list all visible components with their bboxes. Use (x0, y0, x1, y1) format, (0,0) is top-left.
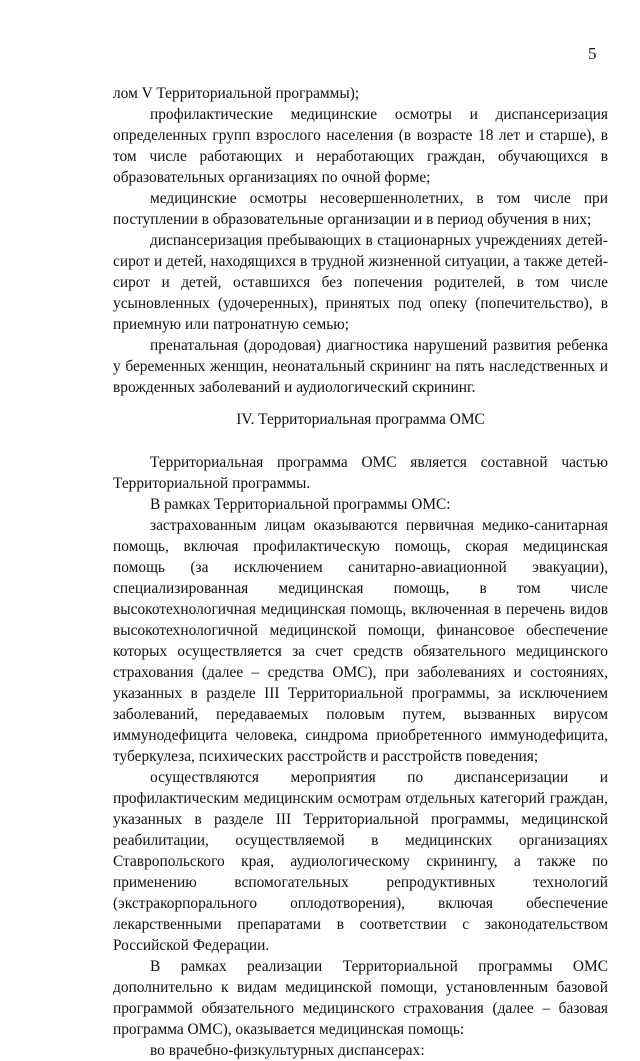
paragraph-program-scope: В рамках Территориальной программы ОМС: (150, 496, 451, 513)
page-number: 5 (588, 44, 597, 63)
paragraph-dispensaries: во врачебно-физкультурных диспансерах: (150, 1042, 425, 1059)
paragraph-additional-care: В рамках реализации Территориальной программы ОМС дополнительно к видам медицинской помощи, установленным базовой программой обязательного медицинского страхования (далее – базовая программа ОМС), оказывается медицинская помощь: (113, 958, 608, 1038)
document-body (113, 83, 608, 1061)
paragraph-measures: осуществляются мероприятия по диспансеризации и профилактическим медицинским осмотрам отдельных категорий граждан, указанных в разделе III Территориальной программы, медицинской реабилитации, осуществляемой в медицинских организациях Ставропольского края, аудиологическому скринингу, а также по применению вспомогательных репродуктивных технологий (экстракорпорального оплодотворения), включая обеспечение лекарственными препаратами в соответствии с законодательством Российской Федерации. (113, 769, 608, 954)
paragraph-preventive-exams: профилактические медицинские осмотры и диспансеризация определенных групп взрослого населения (в возрасте 18 лет и старше), в том числе работающих и неработающих граждан, обучающихся в образовательных организациях по очной форме; (113, 106, 608, 186)
paragraph-continuation: лом V Территориальной программы); (113, 85, 360, 102)
paragraph-insured-care: застрахованным лицам оказываются первичная медико-санитарная помощь, включая профилактическую помощь, скорая медицинская помощь (за исключением санитарно-авиационной эвакуации), специализированная медицинская помощь, в том числе высокотехнологичная медицинская помощь, включенная в перечень видов высокотехнологичной медицинской помощи, финансовое обеспечение которых осуществляется за счет средств обязательного медицинского страхования (далее – средства ОМС), при заболеваниях и состояниях, указанных в разделе III Территориальной программы, за исключением заболеваний, передаваемых половым путем, вызванных вирусом иммунодефицита человека, синдрома приобретенного иммунодефицита, туберкулеза, психических расстройств и расстройств поведения; (113, 517, 608, 765)
section-heading: IV. Территориальная программа ОМС (236, 411, 485, 428)
paragraph-orphans-screening: диспансеризация пребывающих в стационарных учреждениях детей-сирот и детей, находящихся в трудной жизненной ситуации, а также детей-сирот и детей, оставшихся без попечения родителей, в том числе усыновленных (удочеренных), принятых под опеку (попечительство), в приемную или патронатную семью; (113, 232, 608, 333)
paragraph-minors-exams: медицинские осмотры несовершеннолетних, в том числе при поступлении в образовательные организации и в период обучения в них; (113, 190, 608, 228)
paragraph-program-part: Территориальная программа ОМС является составной частью Территориальной программы. (113, 454, 608, 492)
paragraph-prenatal-diagnostics: пренатальная (дородовая) диагностика нарушений развития ребенка у беременных женщин, неонатальный скрининг на пять наследственных и врожденных заболеваний и аудиологический скрининг. (113, 337, 608, 396)
